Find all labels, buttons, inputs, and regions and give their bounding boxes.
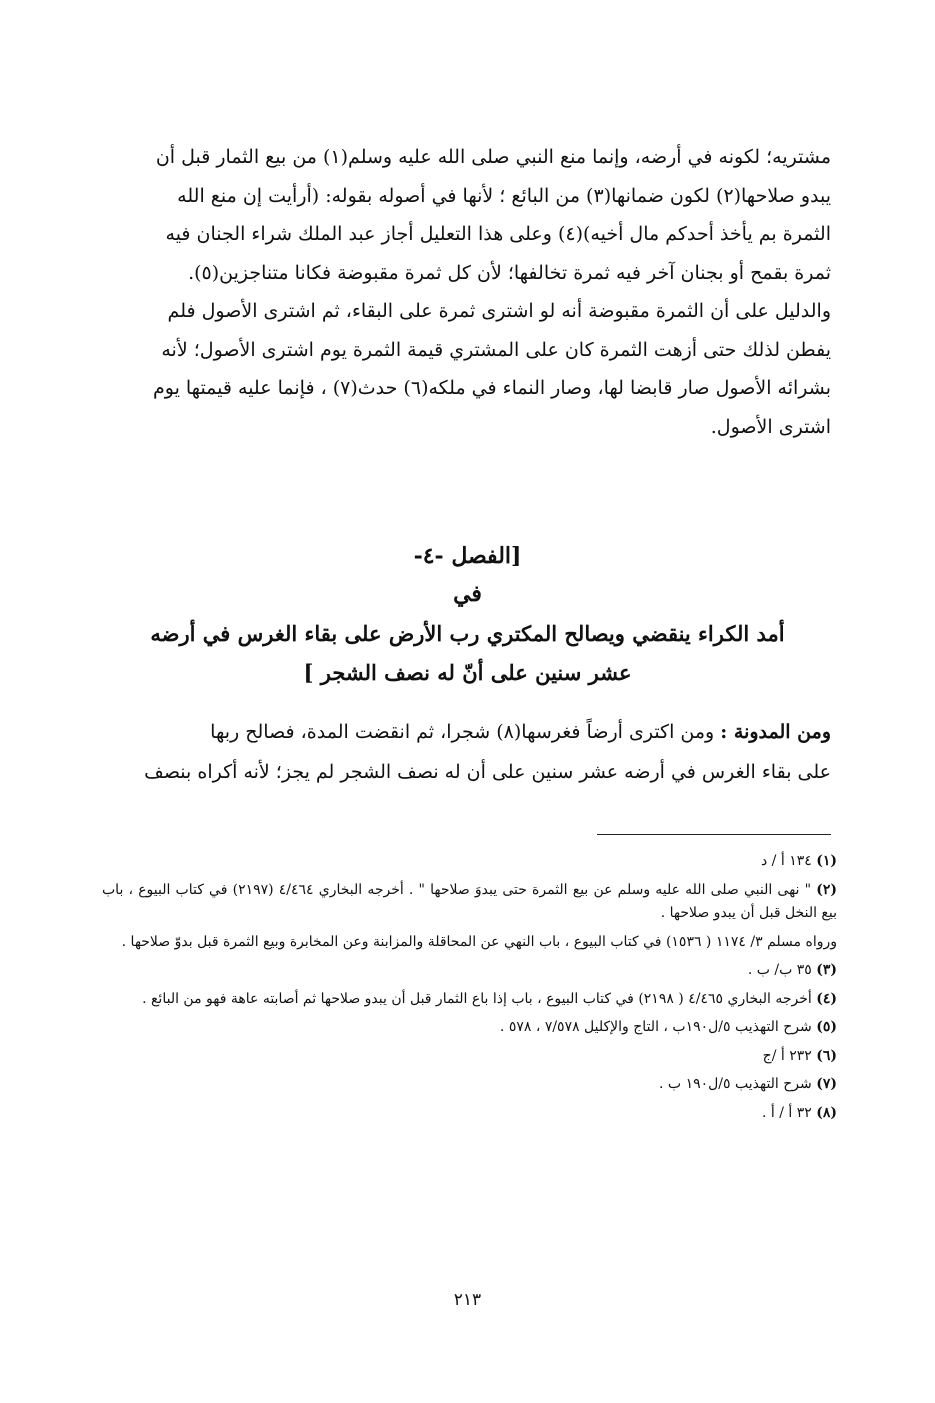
text-line: يبدو صلاحها(٢) لكون ضمانها(٣) من البائع ؛ لأنها في أصوله بقوله: (أرأيت إن منع الله <box>177 184 831 207</box>
source-label: ومن المدونة : <box>720 721 831 743</box>
text-line: الثمرة بم يأخذ أحدكم مال أخيه)(٤) وعلى هذا التعليل أجاز عبد الملك شراء الجنان فيه <box>165 223 831 245</box>
text-line: يفطن لذلك حتى أزهت الثمرة كان على المشتري قيمة الثمرة يوم اشترى الأصول؛ لأنه <box>161 338 831 361</box>
footnotes-block <box>102 850 837 1130</box>
text-line: اشترى الأصول. <box>710 415 831 438</box>
chapter-preposition: في <box>453 581 482 607</box>
footnote-number: (١) <box>816 853 837 869</box>
footnote-text: شرح التهذيب ٥/ل١٩٠ب ، التاج والإكليل ٧/٥٧٨ ، ٥٧٨ . <box>499 1019 812 1035</box>
text-span: ومن اكترى أرضاً فغرسها(٨) شجرا، ثم انقضت المدة، فصالح ربها <box>210 721 721 743</box>
footnote-number: (٢) <box>816 881 838 898</box>
text-line: بشرائه الأصول صار قابضا لها، وصار النماء في ملكه(٦) حدث(٧) ، فإنما عليه قيمتها يوم <box>152 377 831 399</box>
footnote-number: (٤) <box>816 990 837 1007</box>
text-line: على بقاء الغرس في أرضه عشر سنين على أن له نصف الشجر لم يجز؛ لأنه أكراه بنصف <box>144 761 831 783</box>
footnote-number: (٧) <box>816 1076 837 1092</box>
footnote-text: " نهى النبي صلى الله عليه وسلم عن بيع الثمرة حتى يبدوَ صلاحها " . أخرجه البخاري ٤/٤٦٤ (٢١٩٧) في كتاب البيوع ، باب بيع النخل قبل أن يبدو صلاحها . <box>102 881 837 921</box>
footnote-separator <box>597 834 831 835</box>
footnote-number: (٥) <box>816 1019 837 1035</box>
footnote-text: ورواه مسلم ٣/ ١١٧٤ ( ١٥٣٦) في كتاب البيوع ، باب النهي عن المحاقلة والمزابنة وعن المخابرة وبيع الثمرة قبل بدوّ صلاحها . <box>121 933 837 950</box>
text-line: والدليل على أن الثمرة مقبوضة أنه لو اشترى ثمرة على البقاء، ثم اشترى الأصول فلم <box>167 300 831 322</box>
footnote <box>102 959 837 983</box>
footnote-text: ٣٢ أ / أ . <box>761 1104 812 1121</box>
text-line: مشتريه؛ لكونه في أرضه، وإنما منع النبي صلى الله عليه وسلم(١) من بيع الثمار قبل أن <box>155 146 831 168</box>
footnote-text: أخرجه البخاري ٤/٤٦٥ ( ٢١٩٨) في كتاب البيوع ، باب إذا باع الثمار قبل أن يبدو صلاحها ثم أصابته عاهة فهو من البائع . <box>142 990 812 1007</box>
footnote <box>102 879 837 926</box>
main-text-block <box>104 138 831 446</box>
footnote-number: (٨) <box>816 1104 837 1121</box>
footnote <box>102 931 837 955</box>
footnote <box>102 850 837 874</box>
footnote-number: (٦) <box>816 1047 837 1064</box>
footnote-text: ٢٣٢ أ /ج <box>762 1047 812 1064</box>
footnote-number: (٣) <box>816 962 837 978</box>
footnote <box>102 988 837 1012</box>
footnote <box>102 1016 837 1040</box>
chapter-heading-line: عشر سنين على أنّ له نصف الشجر ] <box>303 660 632 685</box>
text-line: ثمرة بقمح أو بجنان آخر فيه ثمرة تخالفها؛ لأن كل ثمرة مقبوضة فكانا متناجزين(٥). <box>188 261 831 284</box>
footnote <box>102 1045 837 1069</box>
footnote-text: شرح التهذيب ٥/ل١٩٠ ب . <box>659 1076 812 1092</box>
chapter-heading-line: أمد الكراء ينقضي ويصالح المكتري رب الأرض على بقاء الغرس في أرضه <box>150 621 785 646</box>
footnote <box>102 1102 837 1126</box>
section-text-block <box>104 712 831 792</box>
footnote-text: ١٣٤ أ / د <box>761 853 812 869</box>
chapter-title: [الفصل -٤- <box>413 543 522 569</box>
page-number: ٢١٣ <box>453 1290 482 1310</box>
footnote-text: ٣٥ ب/ ب . <box>747 962 812 978</box>
footnote <box>102 1073 837 1097</box>
text-line <box>104 712 831 752</box>
chapter-heading-block <box>104 538 831 692</box>
